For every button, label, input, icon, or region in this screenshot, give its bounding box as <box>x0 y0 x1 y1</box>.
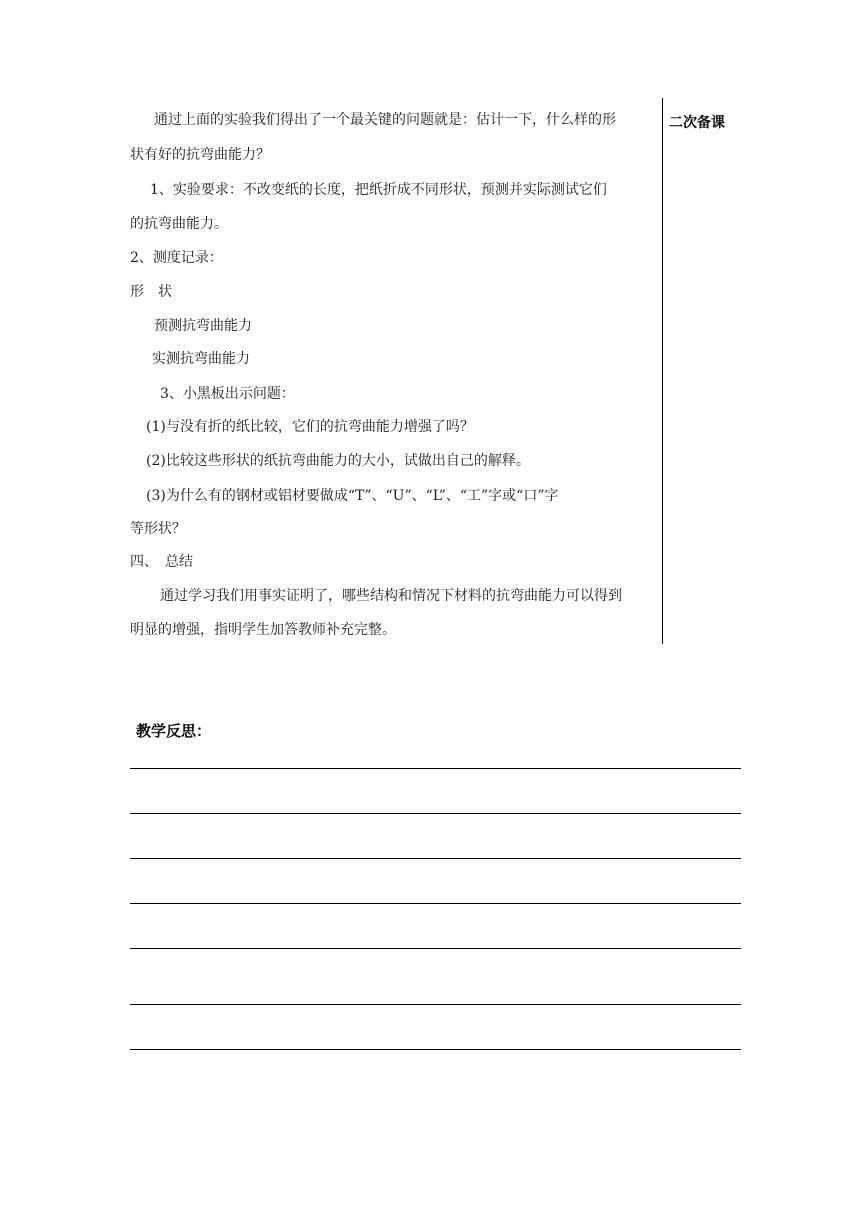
question-item: (1)与没有折的纸比较，它们的抗弯曲能力增强了吗？ <box>146 419 474 435</box>
measurement-record-heading: 2、测度记录： <box>130 250 223 266</box>
reflection-writing-line <box>130 903 741 904</box>
summary-line: 通过学习我们用事实证明了，哪些结构和情况下材料的抗弯曲能力可以得到 <box>160 588 622 604</box>
paragraph-line: 通过上面的实验我们得出了一个最关键的问题就是：估计一下，什么样的形 <box>154 112 616 128</box>
experiment-requirement-line: 的抗弯曲能力。 <box>130 216 228 232</box>
blackboard-questions-heading: 3、小黑板出示问题： <box>160 386 295 402</box>
experiment-requirement-line: 1、实验要求：不改变纸的长度，把纸折成不同形状，预测并实际测试它们 <box>150 182 607 198</box>
question-item: (2)比较这些形状的纸抗弯曲能力的大小，试做出自己的解释。 <box>146 453 530 469</box>
reflection-writing-line <box>130 813 741 814</box>
predicted-resistance-label: 预测抗弯曲能力 <box>154 318 252 334</box>
secondary-prep-label: 二次备课 <box>669 115 725 131</box>
measured-resistance-label: 实测抗弯曲能力 <box>152 351 250 367</box>
teaching-reflection-title: 教学反思： <box>136 722 212 740</box>
reflection-writing-line <box>130 768 741 769</box>
paragraph-line: 状有好的抗弯曲能力？ <box>130 147 270 163</box>
question-item: (3)为什么有的钢材或铝材要做成“T”、“U”、“L”、“工”字或“口”字 <box>146 488 559 504</box>
summary-line: 明显的增强，指明学生加答教师补充完整。 <box>130 622 396 638</box>
question-item-continued: 等形状？ <box>130 521 186 537</box>
reflection-writing-line <box>130 948 741 949</box>
shape-label: 形 状 <box>130 284 172 300</box>
summary-heading: 四、 总结 <box>130 554 193 570</box>
column-divider <box>662 98 663 644</box>
reflection-writing-line <box>130 858 741 859</box>
reflection-writing-line <box>130 1049 741 1050</box>
reflection-writing-line <box>130 1004 741 1005</box>
